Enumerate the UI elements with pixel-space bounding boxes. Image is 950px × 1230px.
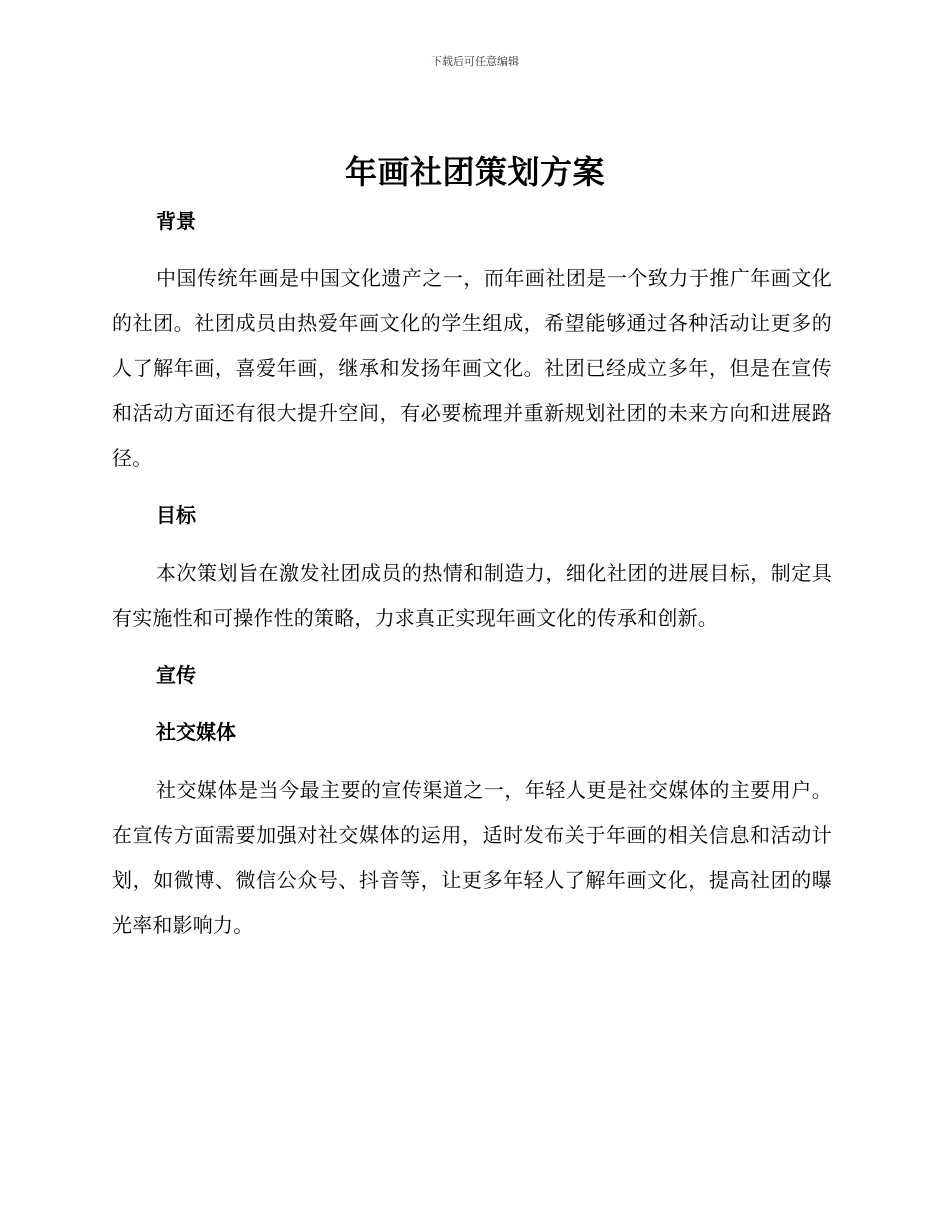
section-social-media: [112, 717, 832, 747]
section-heading: 目标: [156, 503, 196, 527]
section-publicity: [112, 660, 832, 690]
section-heading: 社交媒体: [156, 720, 236, 744]
section-background: [112, 206, 832, 236]
section-heading: 背景: [156, 209, 196, 233]
section-paragraph: 社交媒体是当今最主要的宣传渠道之一，年轻人更是社交媒体的主要用户。在宣传方面需要加强对社交媒体的运用，适时发布关于年画的相关信息和活动计划，如微博、微信公众号、抖音等，让更多年轻人了解年画文化，提高社团的曝光率和影响力。: [112, 778, 832, 937]
document-title: 年画社团策划方案: [344, 153, 605, 191]
section-goal-body: [112, 551, 832, 641]
section-social-media-body: [112, 768, 832, 948]
section-heading: 宣传: [156, 663, 196, 687]
section-paragraph: 本次策划旨在激发社团成员的热情和制造力，细化社团的进展目标，制定具有实施性和可操作性的策略，力求真正实现年画文化的传承和创新。: [112, 561, 832, 630]
page-header-note: 下载后可任意编辑: [431, 55, 519, 68]
section-background-body: [112, 256, 832, 481]
section-goal: [112, 500, 832, 530]
section-paragraph: 中国传统年画是中国文化遗产之一，而年画社团是一个致力于推广年画文化的社团。社团成员由热爱年画文化的学生组成，希望能够通过各种活动让更多的人了解年画，喜爱年画，继承和发扬年画文化。社团已经成立多年，但是在宣传和活动方面还有很大提升空间，有必要梳理并重新规划社团的未来方向和进展路径。: [112, 266, 832, 470]
